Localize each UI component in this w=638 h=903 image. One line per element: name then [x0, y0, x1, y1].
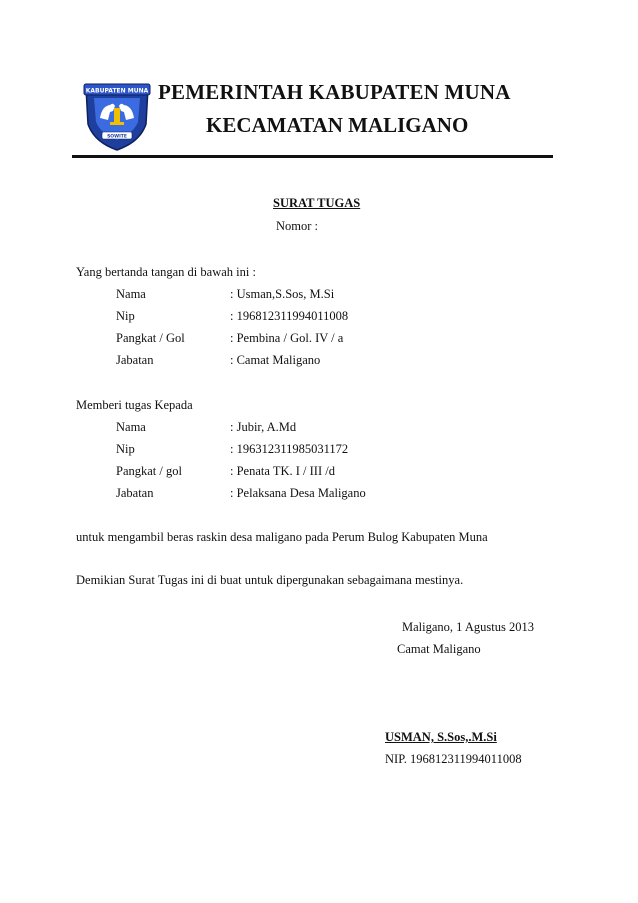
- header-district-title: KECAMATAN MALIGANO: [206, 113, 469, 137]
- task-purpose: untuk mengambil beras raskin desa maligano pada Perum Bulog Kabupaten Muna: [76, 530, 488, 544]
- signer-position-value: : Camat Maligano: [230, 353, 321, 367]
- signer-nip-value: : 196812311994011008: [230, 309, 349, 323]
- signature-nip: NIP. 196812311994011008: [385, 752, 522, 766]
- emblem-bottom-text: SOWITE: [107, 134, 127, 140]
- assignee-position-value: : Pelaksana Desa Maligano: [230, 486, 366, 500]
- assignee-intro: Memberi tugas Kepada: [76, 398, 193, 412]
- letter-title: SURAT TUGAS: [273, 196, 361, 210]
- signature-name: USMAN, S.Sos,.M.Si: [385, 730, 497, 744]
- signature-position: Camat Maligano: [397, 642, 481, 656]
- signer-rank-label: Pangkat / Gol: [116, 331, 185, 345]
- signer-nip-label: Nip: [116, 309, 135, 323]
- signature-place-date: Maligano, 1 Agustus 2013: [402, 620, 534, 634]
- signer-position-label: Jabatan: [116, 353, 154, 367]
- closing-statement: Demikian Surat Tugas ini di buat untuk dipergunakan sebagaimana mestinya.: [76, 573, 464, 587]
- signer-intro: Yang bertanda tangan di bawah ini :: [76, 265, 256, 279]
- signer-name-label: Nama: [116, 287, 146, 301]
- assignee-nip-value: : 196312311985031172: [230, 442, 349, 456]
- emblem-top-text: KABUPATEN MUNA: [85, 87, 149, 95]
- header-government-title: PEMERINTAH KABUPATEN MUNA: [158, 80, 511, 104]
- regency-emblem: [80, 78, 154, 152]
- header-divider: [72, 155, 553, 158]
- assignee-name-label: Nama: [116, 420, 146, 434]
- assignee-position-label: Jabatan: [116, 486, 154, 500]
- letter-number: Nomor :: [276, 219, 319, 233]
- assignee-nip-label: Nip: [116, 442, 135, 456]
- assignee-rank-label: Pangkat / gol: [116, 464, 182, 478]
- assignee-rank-value: : Penata TK. I / III /d: [230, 464, 335, 478]
- signer-rank-value: : Pembina / Gol. IV / a: [230, 331, 344, 345]
- signer-name-value: : Usman,S.Sos, M.Si: [230, 287, 335, 301]
- assignee-name-value: : Jubir, A.Md: [230, 420, 297, 434]
